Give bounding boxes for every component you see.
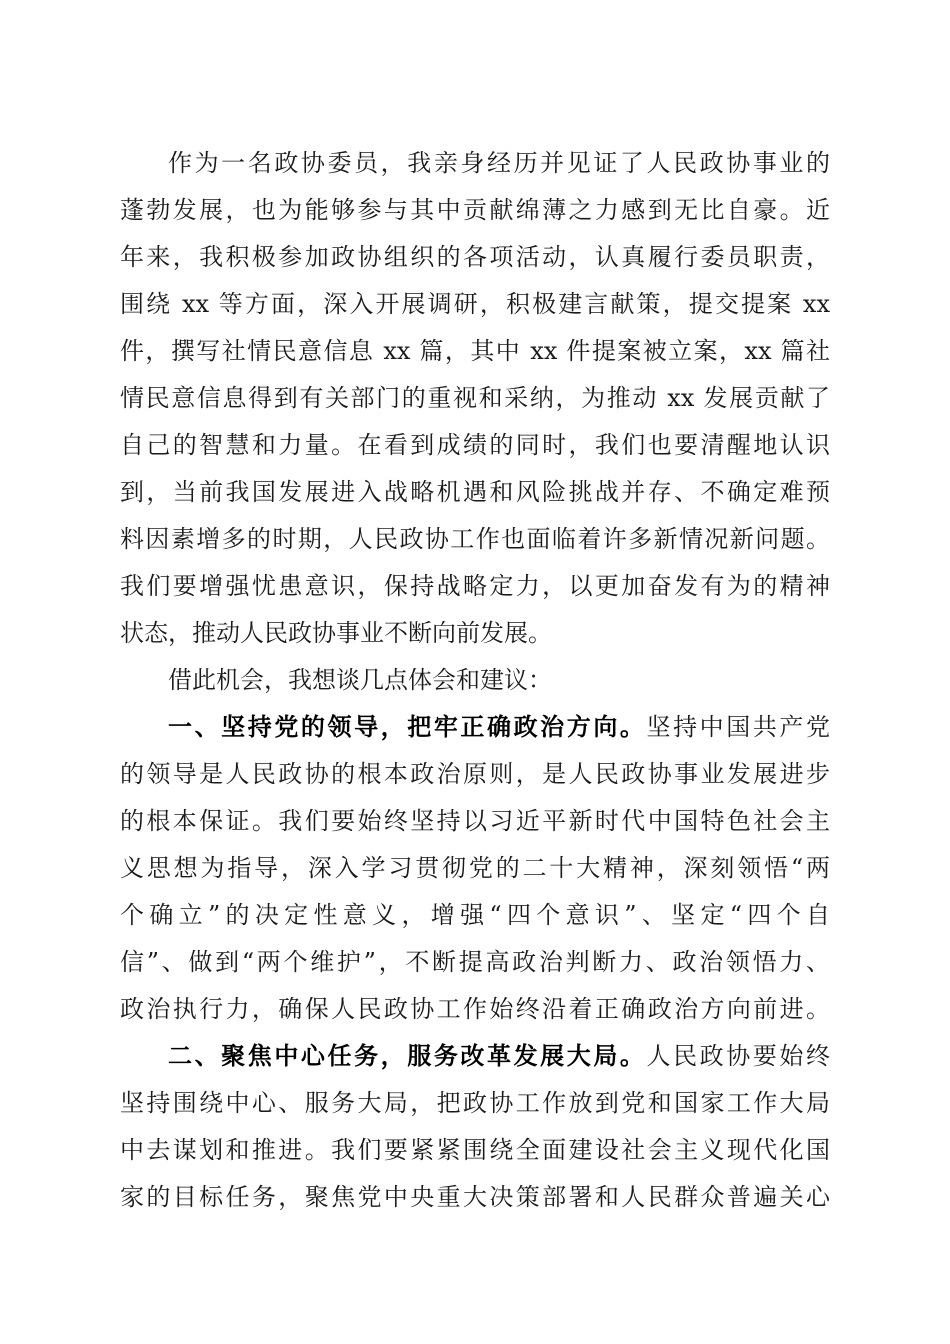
- section-1-first-line-text: 坚持中国共产党: [646, 713, 830, 741]
- section-1-line-7: 政治执行力，确保人民政协工作始终沿着正确政治方向前进。: [120, 995, 830, 1023]
- paragraph-1-line-6: 情民意信息得到有关部门的重视和采纳，为推动 xx 发展贡献了: [120, 384, 830, 412]
- section-2-first-line-text: 人民政协要始终: [646, 1042, 830, 1070]
- section-2-line-2: 坚持围绕中心、服务大局，把政协工作放到党和国家工作大局: [120, 1089, 830, 1117]
- paragraph-1-line-1: 作为一名政协委员，我亲身经历并见证了人民政协事业的: [168, 149, 830, 177]
- paragraph-1-line-3: 年来，我积极参加政协组织的各项活动，认真履行委员职责，: [120, 243, 830, 271]
- section-1-line-2: 的领导是人民政协的根本政治原则，是人民政协事业发展进步: [120, 760, 830, 788]
- section-1-line-5: 个确立”的决定性意义，增强“四个意识”、坚定“四个自: [120, 901, 830, 929]
- section-1-heading: 一、坚持党的领导，把牢正确政治方向。: [168, 713, 647, 741]
- paragraph-1-line-5: 件，撰写社情民意信息 xx 篇，其中 xx 件提案被立案，xx 篇社: [120, 337, 830, 365]
- section-2-line-3: 中去谋划和推进。我们要紧紧围绕全面建设社会主义现代化国: [120, 1136, 830, 1164]
- section-2-line-4: 家的目标任务，聚焦党中央重大决策部署和人民群众普遍关心: [120, 1183, 830, 1211]
- section-2-first-line: [168, 1036, 830, 1076]
- section-1-line-4: 义思想为指导，深入学习贯彻党的二十大精神，深刻领悟“两: [120, 854, 830, 882]
- paragraph-1-line-11: 状态，推动人民政协事业不断向前发展。: [120, 619, 552, 647]
- paragraph-1-line-10: 我们要增强忧患意识，保持战略定力，以更加奋发有为的精神: [120, 572, 830, 600]
- section-1-line-6: 信”、做到“两个维护”，不断提高政治判断力、政治领悟力、: [120, 948, 830, 976]
- paragraph-1-line-7: 自己的智慧和力量。在看到成绩的同时，我们也要清醒地认识: [120, 431, 830, 459]
- paragraph-1-line-9: 料因素增多的时期，人民政协工作也面临着许多新情况新问题。: [120, 525, 830, 553]
- section-1-line-3: 的根本保证。我们要始终坚持以习近平新时代中国特色社会主: [120, 807, 830, 835]
- paragraph-1-line-4: 围绕 xx 等方面，深入开展调研，积极建言献策，提交提案 xx: [120, 290, 830, 318]
- paragraph-2: 借此机会，我想谈几点体会和建议：: [168, 666, 552, 694]
- paragraph-1-line-2: 蓬勃发展，也为能够参与其中贡献绵薄之力感到无比自豪。近: [120, 196, 830, 224]
- paragraph-1-line-8: 到，当前我国发展进入战略机遇和风险挑战并存、不确定难预: [120, 478, 830, 506]
- section-2-heading: 二、聚焦中心任务，服务改革发展大局。: [168, 1042, 647, 1070]
- section-1-first-line: [168, 707, 830, 747]
